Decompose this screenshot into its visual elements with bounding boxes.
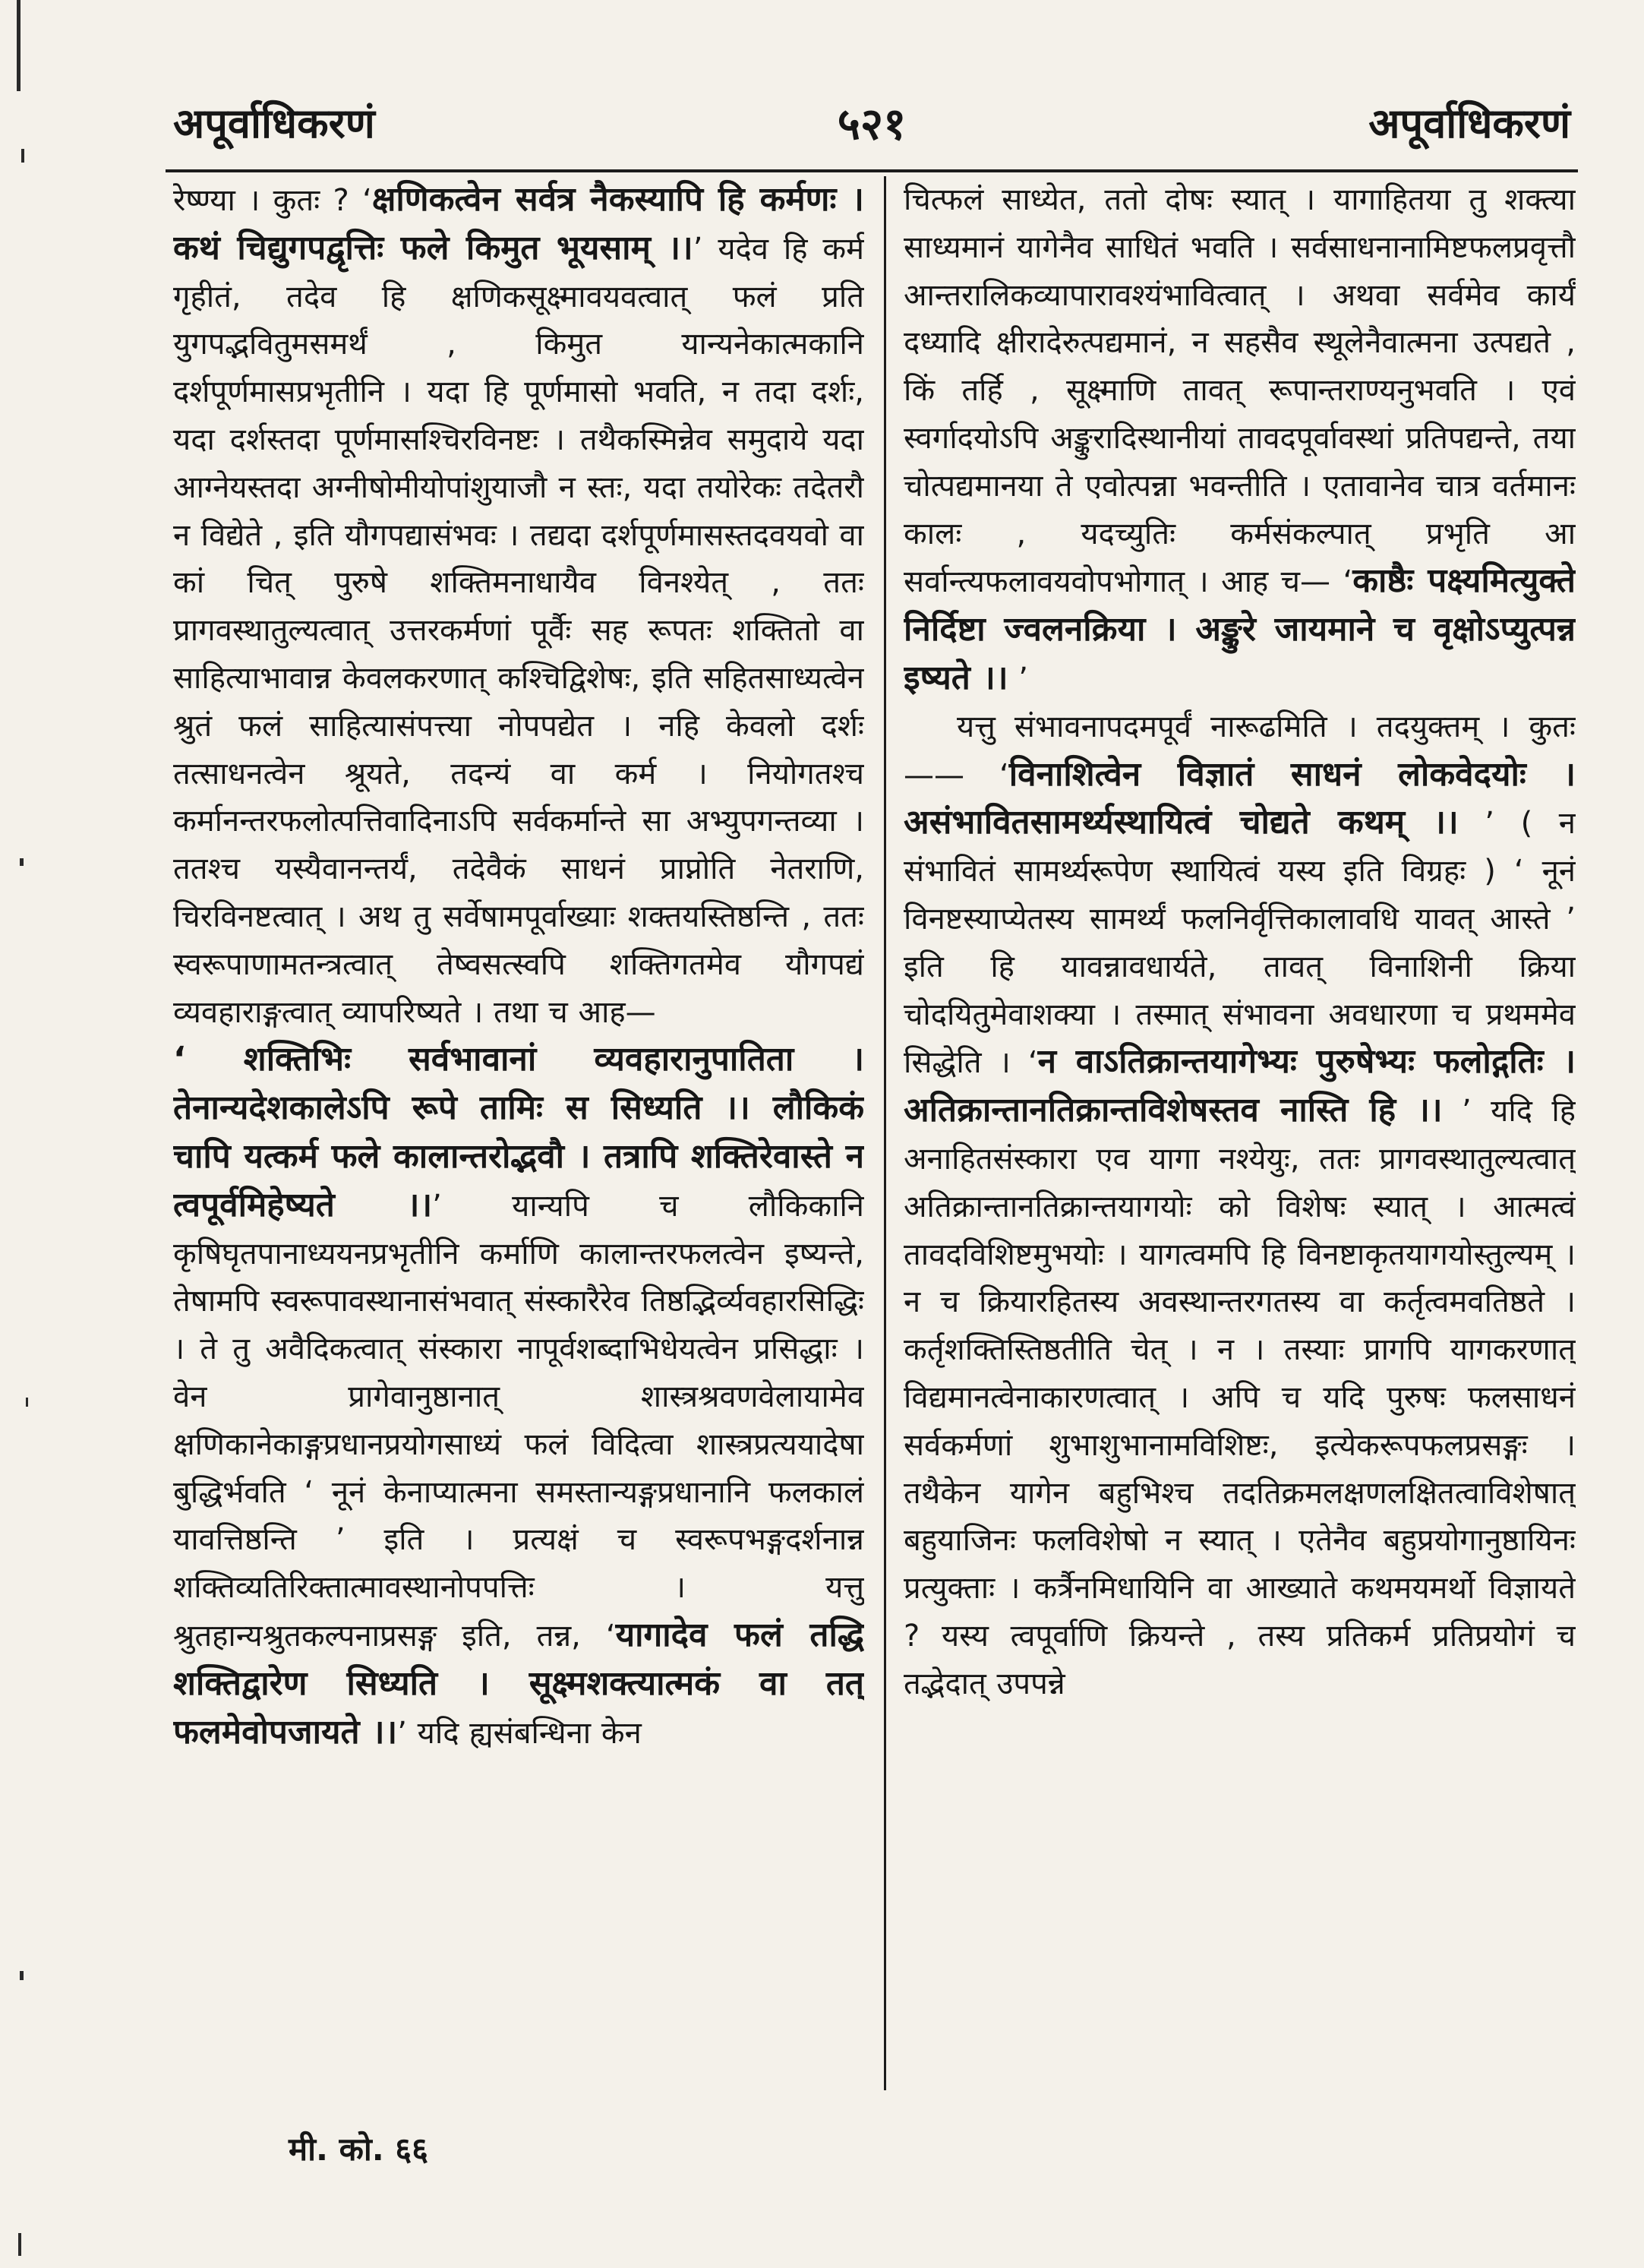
scan-edge-mark — [26, 1398, 28, 1407]
text-run-bold: न वाऽतिक्रान्तयागेभ्यः पुरुषेभ्यः फलोद्गतिः । अतिक्रान्तानतिक्रान्तविशेषस्तव नास्ति हि ।। — [904, 1042, 1576, 1130]
running-title-right: अपूर्वाधिकरणं — [1368, 100, 1570, 147]
text-run: ’ ( न संभावितं सामर्थ्यरूपेण स्थायित्वं यस्य इति विग्रहः ) ‘ नूनं विनष्टस्याप्येतस्य सामर्थ्यं फलनिर्वृत्तिकालावधि यावत् आस्ते ’ इति हि यावन्नावधार्यते, तावत् विनाशिनी क्रिया चोदयितुमेवाशक्या । तस्मात् संभावना अवधारणा च प्रथममेव सिद्धेति । ‘ — [904, 806, 1576, 1081]
text-run-bold: विनाशित्वेन विज्ञातं साधनं लोकवेदयोः । असंभावितसामर्थ्यस्थायित्वं चोद्यते कथम् ।। — [904, 754, 1576, 842]
paragraph — [173, 176, 864, 1036]
scan-edge-mark — [21, 149, 24, 163]
header-rule — [166, 169, 1578, 172]
page-number: ५२१ — [837, 98, 907, 150]
paragraph — [904, 176, 1576, 703]
text-run-bold: क्षणिकत्वेन सर्वत्र नैकस्यापि हि कर्मणः । कथं चिद्युगपद्वृत्तिः फले किमुत भूयसाम् ।। — [173, 180, 864, 267]
left-column — [173, 176, 864, 2090]
text-run: यत्तु संभावनापदमपूर्वं नारूढमिति । तदयुक्तम् । कुतः—— ‘ — [904, 709, 1576, 793]
text-run: चित्फलं साध्येत, ततो दोषः स्यात् । यागाहितया तु शक्त्या साध्यमानं यागेनैव साधितं भवति । सर्वसाधनानामिष्टफलप्रवृत्तौ आन्तरालिकव्यापारावश्यंभावित्वात् । अथवा सर्वमेव कार्यं दध्यादि क्षीरादेरुत्पद्यमानं, न सहसैव स्थूलेनैवात्मना उत्पद्यते , किं तर्हि , सूक्ष्माणि तावत् रूपान्तराण्यनुभवति । एवं स्वर्गादयोऽपि अङ्कुरादिस्थानीयां तावदपूर्वावस्थां प्रतिपद्यन्ते, तया चोत्पद्यमानया ते एवोत्पन्ना भवन्तीति । एतावानेव चात्र वर्तमानः कालः , यदच्युतिः कर्मसंकल्पात् प्रभृति आ सर्वान्त्यफलावयवोपभोगात् । आह च— ‘ — [904, 182, 1576, 600]
right-column — [904, 176, 1576, 2090]
text-run: ’ यदि ह्यसंबन्धिना केन — [397, 1715, 642, 1751]
text-run-bold: यागादेव फलं तद्धि शक्तिद्वारेण सिध्यति । सूक्ष्मशक्त्यात्मकं वा तत् फलमेवोपजायते ।। — [173, 1615, 864, 1752]
running-title-left: अपूर्वाधिकरणं — [173, 100, 375, 147]
text-run-bold: ‘ शक्तिभिः सर्वभावानां व्यवहारानुपातिता । तेनान्यदेशकालेऽपि रूपे तामिः स सिध्यति ।। लौकिकं चापि यत्कर्म फले कालान्तरोद्भवौ । तत्रापि शक्तिरेवास्ते न त्वपूर्वमिहेष्यते ।। — [173, 1040, 864, 1224]
scan-edge-mark — [20, 1971, 24, 1980]
text-run: ’ यदेव हि कर्म गृहीतं, तदेव हि क्षणिकसूक्ष्मावयवत्वात् फलं प्रति युगपद्भवितुमसमर्थं , किमुत यान्यनेकात्मकानि दर्शपूर्णमासप्रभृतीनि । यदा हि पूर्णमासो भवति, न तदा दर्शः, यदा दर्शस्तदा पूर्णमासश्चिरविनष्टः । तथैकस्मिन्नेव समुदाये यदा आग्नेयस्तदा अग्नीषोमीयोपांशुयाजौ न स्तः, यदा तयोरेकः तदेतरौ न विद्येते , इति यौगपद्यासंभवः । तद्यदा दर्शपूर्णमासस्तदवयवो वा कां चित् पुरुषे शक्तिमनाधायैव विनश्येत् , ततः प्रागवस्थातुल्यत्वात् उत्तरकर्मणां पूर्वैः सह रूपतः शक्तितो वा साहित्याभावान्न केवलकरणात् कश्चिद्विशेषः, इति सहितसाध्यत्वेन श्रुतं फलं साहित्यासंपत्त्या नोपपद्येत । नहि केवलो दर्शः तत्साधनत्वेन श्रूयते, तदन्यं वा कर्म । नियोगतश्च कर्मानन्तरफलोत्पत्तिवादिनाऽपि सर्वकर्मान्ते सा अभ्युपगन्तव्या । ततश्च यस्यैवानन्तर्यं, तदेवैकं साधनं प्राप्नोति नेतराणि, चिरविनष्टत्वात् । अथ तु सर्वेषामपूर्वाख्याः शक्तयस्तिष्ठन्ति , ततः स्वरूपाणामतन्त्रत्वात् तेष्वसत्स्वपि शक्तिगतमेव यौगपद्यं व्यवहाराङ्गत्वात् व्यापरिष्यते । तथा च आह— — [173, 231, 864, 1030]
paragraph — [173, 1036, 864, 1757]
text-run: ’ यदि हि अनाहितसंस्कारा एव यागा नश्येयुः, ततः प्रागवस्थातुल्यत्वात् अतिक्रान्तानतिक्रान्तयागयोः को विशेषः स्यात् । आत्मत्वं तावदविशिष्टमुभयोः । यागत्वमपि हि विनष्टाकृतयागयोस्तुल्यम् । न च क्रियारहितस्य अवस्थान्तरगतस्य वा कर्तृत्वमवतिष्ठते । कर्तृशक्तिस्तिष्ठतीति चेत् । न । तस्याः प्रागपि यागकरणात् विद्यमानत्वेनाकारणत्वात् । अपि च यदि पुरुषः फलसाधनं सर्वकर्मणां शुभाशुभानामविशिष्टः, इत्येकरूपफलप्रसङ्गः । तथैकेन यागेन बहुभिश्च तदतिक्रमलक्षणलक्षितत्वाविशेषात् बहुयाजिनः फलविशेषो न स्यात् । एतेनैव बहुप्रयोगानुष्ठायिनः प्रत्युक्ताः । कर्त्रैनमिधायिनि वा आख्याते कथमयमर्थो विज्ञायते ? यस्य त्वपूर्वाणि क्रियन्ते , तस्य प्रतिकर्म प्रतिप्रयोगं च तद्भेदात् उपपन्ने — [904, 1094, 1576, 1701]
text-run-bold: काष्ठैः पक्ष्यमित्युक्ते निर्दिष्टा ज्वलनक्रिया । अङ्कुरे जायमाने च वृक्षोऽप्युत्पन्न इष्यते ।। — [904, 561, 1576, 697]
running-header — [173, 97, 1570, 173]
paragraph — [904, 703, 1576, 1708]
text-run: ’ यान्यपि च लौकिकानि कृषिघृतपानाध्ययनप्रभृतीनि कर्माणि कालान्तरफलत्वेन इष्यन्ते, तेषामपि स्वरूपावस्थानासंभवात् संस्कारैरेव तिष्ठद्भिर्व्यवहारसिद्धिः । ते तु अवैदिकत्वात् संस्कारा नापूर्वशब्दाभिधेयत्वेन प्रसिद्धाः । वेन प्रागेवानुष्ठानात् शास्त्रश्रवणवेलायामेव क्षणिकानेकाङ्गप्रधानप्रयोगसाध्यं फलं विदित्वा शास्त्रप्रत्ययादेषा बुद्धिर्भवति ‘ नूनं केनाप्यात्मना समस्तान्यङ्गप्रधानानि फलकालं यावत्तिष्ठन्ति ’ इति । प्रत्यक्षं च स्वरूपभङ्गदर्शनान्न शक्तिव्यतिरिक्तात्मावस्थानोपपत्तिः । यत्तु श्रुतहान्यश्रुतकल्पनाप्रसङ्ग इति, तन्न, ‘ — [173, 1188, 864, 1654]
scan-edge-mark — [18, 2233, 21, 2256]
text-run: रेष्ण्या । कुतः ? ‘ — [173, 183, 372, 218]
column-divider — [884, 176, 886, 2090]
signature-mark: मी. को. ६६ — [289, 2131, 428, 2168]
scan-edge-mark — [17, 0, 21, 91]
scan-edge-mark — [20, 858, 24, 866]
text-run: ’ — [1008, 661, 1028, 697]
